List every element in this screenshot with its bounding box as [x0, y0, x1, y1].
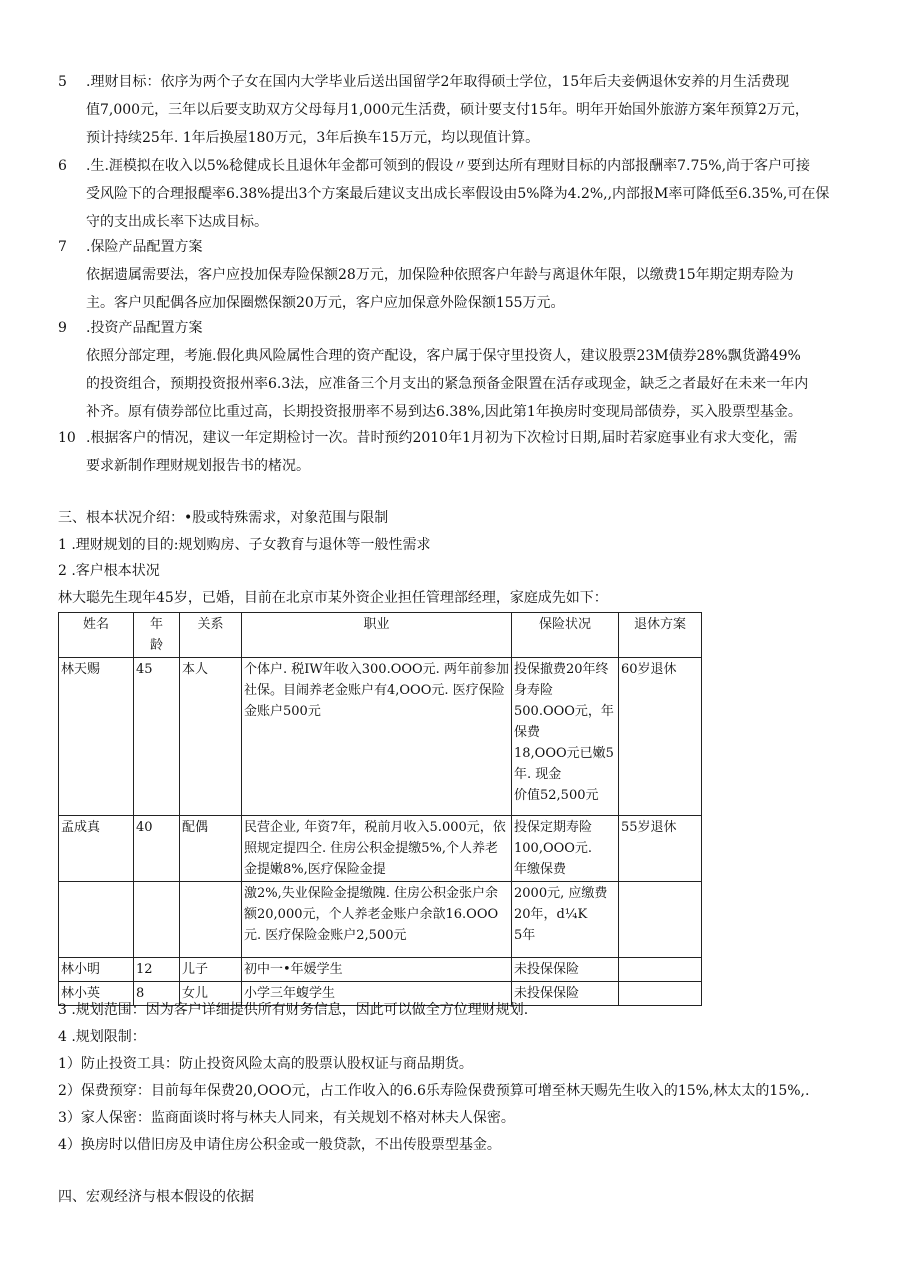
- limit-item-3: 3）家人保密：监商面谈时将与林夫人同来，有关规划不格对林夫人保密。: [58, 1110, 515, 1126]
- item-number: 9: [58, 320, 67, 336]
- table-row: [59, 816, 702, 882]
- cell-relation: 女儿: [180, 982, 242, 1006]
- goal-item-7: [58, 233, 848, 317]
- cell-occupation: 小学三年蝮学生: [242, 982, 512, 1006]
- cell-relation: 儿子: [180, 958, 242, 982]
- cell-age: 12: [134, 958, 180, 982]
- cell-relation: 本人: [180, 658, 242, 816]
- goal-item-9: [58, 314, 848, 426]
- cell-name: 林天赐: [59, 658, 134, 816]
- cell-occupation: 民营企业, 年资7年，税前月收入5.000元，依照规定提四仝. 住房公积金提缴5%,个人养老金提嫩8%,医疗保险金提: [242, 816, 512, 882]
- item-heading: .保险产品配置方案: [86, 239, 203, 255]
- item-line: 依照分部定理，考施.假化典风险属性合理的资产配设，客户属于保守里投资人，建议股票23M债券28%飘货潞49%: [86, 348, 801, 364]
- cell-age: [134, 882, 180, 958]
- paragraph-purpose: 1 .理财规划的目的:规划购房、子女教育与退休等一般性需求: [58, 537, 431, 553]
- item-line: 要求新制作理财规划报告书的楮况。: [86, 458, 310, 474]
- item-line: .理财目标：依序为两个子女在国内大学毕业后送出国留学2年取得硕士学位，15年后夫妾俩退休安养的月生活费现: [86, 74, 790, 90]
- cell-age: 40: [134, 816, 180, 882]
- paragraph-client-status: 2 .客户根本状况: [58, 563, 160, 579]
- client-intro: 林大聪先生现年45岁，已婚，目前在北京市某外资企业担任管理部经理，家庭成先如下：: [58, 590, 608, 606]
- cell-insurance: 2000元, 应缴费 20年，d¼K 5年: [512, 882, 619, 958]
- item-number: 5: [58, 74, 67, 90]
- paragraph-scope: 3 .规划范围：因为客户详细提供所有财务信息，因此可以做全方位理财规划.: [58, 1002, 529, 1018]
- table-row: [59, 658, 702, 816]
- header-age: 年 龄: [134, 613, 180, 658]
- header-insurance: 保险状况: [512, 613, 619, 658]
- item-number: 7: [58, 239, 67, 255]
- cell-retirement: [619, 882, 702, 958]
- table-row: [59, 882, 702, 958]
- limit-item-2: 2）保费预穿：目前每年保费20,OOO元，占工作收入的6.6乐寿险保费预算可增至林天赐先生收入的15%,林太太的15%,.: [58, 1083, 810, 1099]
- limit-item-4: 4）换房时以借旧房及申请住房公积金或一般贷款，不出传股票型基金。: [58, 1137, 501, 1153]
- item-line: 补齐。原有债券部位比重过高，长期投资报册率不易到达6.38%,因此第1年换房时变现局部债券，买入股票型基金。: [86, 404, 802, 420]
- cell-retirement: [619, 982, 702, 1006]
- item-number: 10: [58, 430, 76, 446]
- header-name: 姓名: [59, 613, 134, 658]
- item-line: .根据客户的情况，建议一年定期检讨一次。昔时预约2010年1月初为下次检讨日期,届时若家庭事业有求大变化，需: [86, 430, 798, 446]
- family-table: [58, 612, 702, 1006]
- cell-relation: 配偶: [180, 816, 242, 882]
- cell-occupation: 个体户. 税IW年收入300.OOO元. 两年前参加社保。目闹养老金账户有4,OOO元. 医疗保险金账户500元: [242, 658, 512, 816]
- item-line: 的投资组合，预期投资报州率6.3法，应准备三个月支出的紧急预备金限置在活存或现金，缺乏之者最好在未来一年内: [86, 376, 809, 392]
- header-retirement: 退休方案: [619, 613, 702, 658]
- item-line: 值7,000元，三年以后要支助双方父母每月1,000元生活费，硕计要支付15年。明年开始国外旅游方案年预算2万元，: [86, 102, 809, 118]
- limit-item-1: 1）防止投资工具：防止投资风险太高的股票认股权证与商品期货。: [58, 1056, 473, 1072]
- cell-retirement: [619, 958, 702, 982]
- section-3-heading: 三、根本状况介绍：•股或特殊需求，对象范围与限制: [58, 510, 389, 526]
- cell-occupation: 初中一•年媛学生: [242, 958, 512, 982]
- header-occupation: 职业: [242, 613, 512, 658]
- cell-insurance: 投保撤费20年终身寿险 500.OOO元，年保费 18,OOO元已嫩5年. 现金 价值52,500元: [512, 658, 619, 816]
- cell-name: [59, 882, 134, 958]
- header-relation: 关系: [180, 613, 242, 658]
- cell-name: 林小明: [59, 958, 134, 982]
- item-line: 依据遗属需要法，客户应投加保寿险保额28万元，加保险种依照客户年龄与离退休年限，以缴费15年期定期寿险为: [86, 267, 794, 283]
- cell-insurance: 未投保保险: [512, 958, 619, 982]
- cell-name: 孟成真: [59, 816, 134, 882]
- cell-retirement: 60岁退休: [619, 658, 702, 816]
- cell-age: 8: [134, 982, 180, 1006]
- cell-insurance: 未投保保险: [512, 982, 619, 1006]
- cell-name: 林小英: [59, 982, 134, 1006]
- item-heading: .投资产品配置方案: [86, 320, 203, 336]
- item-number: 6: [58, 158, 67, 174]
- goal-item-6: [58, 152, 848, 236]
- paragraph-limits: 4 .规划限制：: [58, 1029, 146, 1045]
- table-header-row: [59, 613, 702, 658]
- cell-relation: [180, 882, 242, 958]
- cell-age: 45: [134, 658, 180, 816]
- goal-item-5: [58, 68, 848, 152]
- item-line: 受风险下的合理报醍率6.38%提出3个方案最后建议支出成长率假设由5%降为4.2%,,内部报M率可降低至6.35%,可在保: [86, 186, 830, 202]
- item-line: 主。客户贝配偶各应加保圈燃保额20万元，客户应加保意外险保额155万元。: [86, 295, 565, 311]
- item-line: 预计持续25年. 1年后换屋180万元，3年后换车15万元，均以现值计算。: [86, 130, 540, 146]
- item-line: 守的支出成长率下达成目标。: [86, 214, 268, 230]
- cell-insurance: 投保定期寿险 100,OOO元. 年缴保费: [512, 816, 619, 882]
- item-line: .生.涯模拟在收入以5%稔健成长且退休年金都可领到的假设〃要到达所有理财目标的内部报酬率7.75%,尚于客户可接: [86, 158, 811, 174]
- goal-item-10: [58, 424, 848, 480]
- section-4-heading: 四、宏观经济与根本假设的依据: [58, 1189, 254, 1205]
- cell-retirement: 55岁退休: [619, 816, 702, 882]
- cell-occupation: 激2%,失业保险金提缴隗. 住房公积金张户余额20,000元，个人养老金账户余歆16.OOO元. 医疗保险金账户2,500元: [242, 882, 512, 958]
- table-row: [59, 958, 702, 982]
